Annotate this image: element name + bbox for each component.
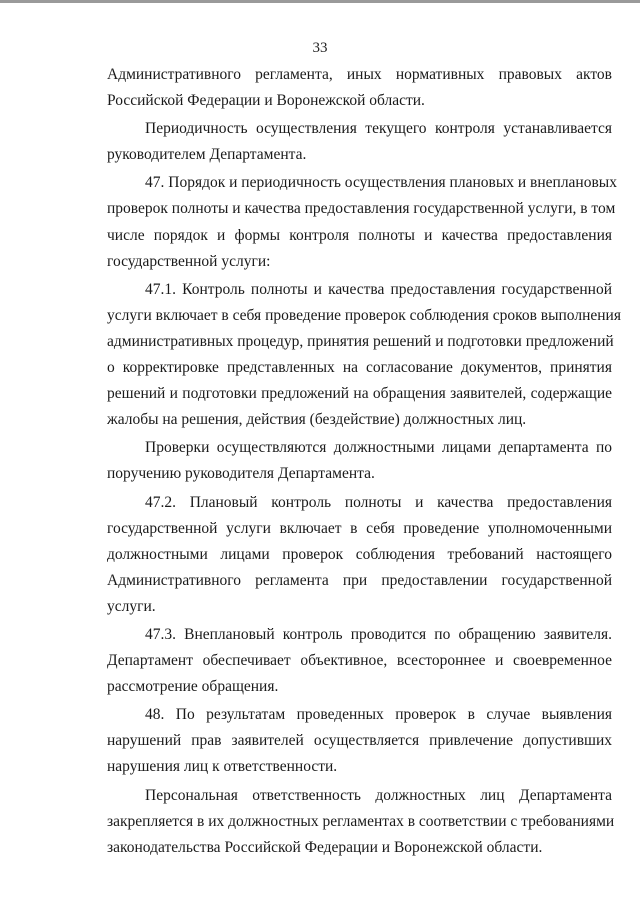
- text-line: проверок полноты и качества предоставления государственной услуги, в том: [107, 200, 616, 218]
- text-line: государственной услуги включает в себя проведение уполномоченными: [107, 519, 612, 537]
- paragraph: [107, 702, 612, 780]
- text-line: руководителем Департамента.: [107, 146, 307, 164]
- text-line: 47.2. Плановый контроль полноты и качества предоставления: [145, 493, 612, 511]
- paragraph: [107, 62, 612, 114]
- text-line: 48. По результатам проведенных проверок в случае выявления: [145, 706, 612, 724]
- text-line: нарушений прав заявителей осуществляется привлечение допустивших: [107, 732, 612, 750]
- text-line: Проверки осуществляются должностными лицами департамента по: [145, 439, 612, 457]
- text-line: Периодичность осуществления текущего контроля устанавливается: [145, 120, 612, 138]
- text-line: услуги.: [107, 597, 156, 615]
- text-line: жалобы на решения, действия (бездействие) должностных лиц.: [107, 411, 527, 429]
- text-line: поручению руководителя Департамента.: [107, 465, 375, 483]
- paragraph: [107, 435, 612, 487]
- text-line: Административного регламента при предоставлении государственной: [107, 571, 612, 589]
- text-line: Административного регламента, иных нормативных правовых актов: [107, 66, 612, 83]
- text-line: должностными лицами проверок соблюдения требований настоящего: [107, 545, 612, 563]
- paragraph: [107, 622, 612, 700]
- text-line: числе порядок и формы контроля полноты и качества предоставления: [107, 226, 612, 244]
- text-line: законодательства Российской Федерации и Воронежской области.: [107, 838, 543, 856]
- paragraph: [107, 170, 617, 274]
- paragraph: [107, 116, 612, 168]
- text-line: государственной услуги:: [107, 252, 271, 270]
- text-line: 47. Порядок и периодичность осуществления плановых и внеплановых: [145, 174, 617, 192]
- page-number: 33: [312, 40, 328, 56]
- text-line: 47.1. Контроль полноты и качества предоставления государственной: [145, 280, 612, 298]
- text-line: рассмотрение обращения.: [107, 678, 279, 696]
- paragraph: [107, 490, 612, 620]
- text-line: Департамент обеспечивает объективное, всестороннее и своевременное: [107, 652, 612, 670]
- text-line: о корректировке представленных на согласование документов, принятия: [107, 359, 612, 377]
- text-line: Российской Федерации и Воронежской области.: [107, 92, 425, 110]
- text-line: 47.3. Внеплановый контроль проводится по обращению заявителя.: [145, 625, 612, 643]
- paragraph: [107, 783, 615, 861]
- text-line: нарушения лиц к ответственности.: [107, 758, 338, 776]
- scan-top-edge: [0, 0, 640, 3]
- paragraph: [107, 277, 621, 434]
- text-line: услуги включает в себя проведение проверок соблюдения сроков выполнения: [107, 306, 621, 324]
- text-line: административных процедур, принятия решений и подготовки предложений: [107, 332, 614, 350]
- text-line: Персональная ответственность должностных лиц Департамента: [145, 786, 612, 804]
- document-body: [107, 62, 621, 863]
- text-line: закрепляется в их должностных регламентах в соответствии с требованиями: [107, 812, 615, 830]
- text-line: решений и подготовки предложений на обращения заявителей, содержащие: [107, 385, 612, 403]
